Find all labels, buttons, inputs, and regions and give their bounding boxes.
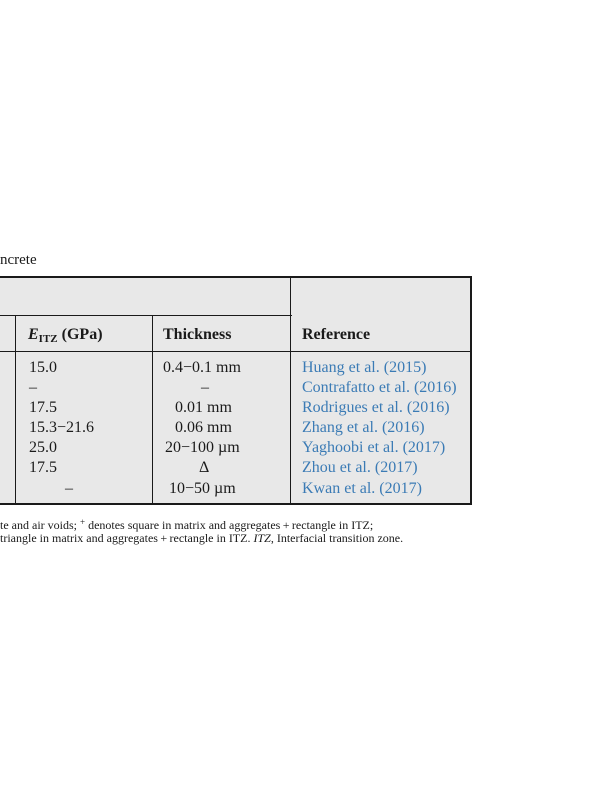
cell-thickness: 0.4−0.1 mm [163,359,241,376]
header-thickness: Thickness [163,326,232,343]
cell-e-itz: 17.5 [29,399,57,416]
cell-thickness: 0.06 mm [175,419,232,436]
cell-e-itz: 17.5 [29,459,57,476]
cell-e-itz: 25.0 [29,439,57,456]
cell-e-itz: 15.3−21.6 [29,419,95,436]
reference-link[interactable]: Zhou et al. (2017) [302,459,418,476]
cell-thickness: Δ [199,459,210,476]
cell-thickness: 20−100 µm [165,439,240,456]
reference-link[interactable]: Huang et al. (2015) [302,359,427,376]
cell-e-itz: – [65,480,73,497]
table-footnote-line-2: triangle in matrix and aggregates + rectangle in ITZ. ITZ, Interfacial transition zone. [0,531,404,545]
reference-link[interactable]: Zhang et al. (2016) [302,419,425,436]
header-subrule [0,315,292,316]
cell-e-itz: 15.0 [29,359,57,376]
column-divider-left [15,315,16,505]
column-divider-thickness [152,315,153,505]
table-caption: ncrete [0,252,37,268]
table-footnote-line-1: te and air voids; + denotes square in matrix and aggregates + rectangle in ITZ; [0,517,374,532]
header-e-itz: $E_{ITZ}$ (GPa) [28,326,103,345]
header-reference: Reference [302,326,371,343]
cell-thickness: 10−50 µm [169,480,236,497]
cell-thickness: 0.01 mm [175,399,232,416]
header-bottom-rule [0,351,470,352]
data-table [0,276,472,505]
reference-link[interactable]: Contrafatto et al. (2016) [302,379,457,396]
cell-e-itz: – [29,379,37,396]
reference-link[interactable]: Rodrigues et al. (2016) [302,399,450,416]
reference-link[interactable]: Yaghoobi et al. (2017) [302,439,446,456]
column-divider-reference [290,278,291,505]
cell-thickness: – [201,379,209,396]
reference-link[interactable]: Kwan et al. (2017) [302,480,422,497]
